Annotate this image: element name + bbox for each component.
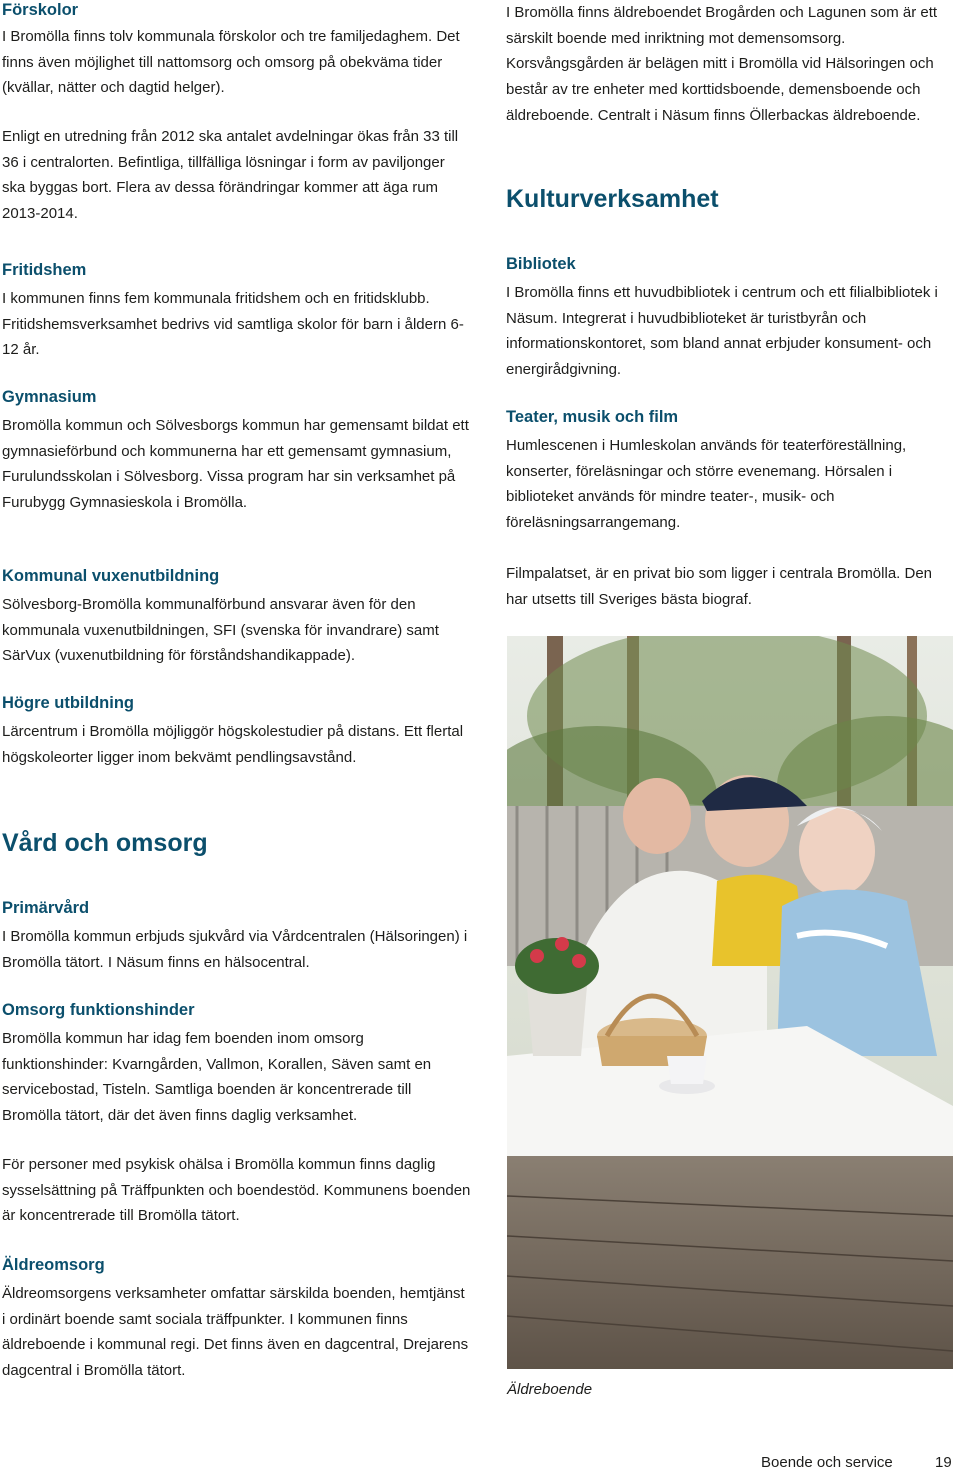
heading-forskolor: Förskolor: [2, 1, 79, 19]
section-funktionshinder-cont: [2, 1152, 472, 1229]
paragraph-vuxenutbildning: Sölvesborg-Bromölla kommunalförbund ansvarar även för den kommunala vuxenutbildningen, SFI (svenska för invandrare) samt SärVux (vuxenutbildning för förståndshandikappade).: [2, 596, 439, 665]
section-teater: [506, 407, 956, 536]
paragraph-bibliotek: I Bromölla finns ett huvudbibliotek i centrum och ett filialbibliotek i Näsum. Integrerat i huvudbiblioteket är turistbyrån och informationskontoret, som bland annat erbjuder konsument- och energirådgivning.: [506, 284, 938, 379]
heading-fritidshem: Fritidshem: [2, 261, 87, 279]
heading-aldreomsorg: Äldreomsorg: [2, 1256, 105, 1274]
heading-kulturverksamhet: Kulturverksamhet: [506, 185, 719, 213]
section-bibliotek: [506, 254, 956, 383]
paragraph-hogre-utbildning: Lärcentrum i Bromölla möjliggör högskolestudier på distans. Ett flertal högskoleorter ligger inom bekvämt pendlingsavstånd.: [2, 723, 464, 766]
paragraph-aldreboenden: I Bromölla finns äldreboendet Brogården och Lagunen som är ett särskilt boende med inriktning mot demensomsorg. Korsvångsgården är belägen mitt i Bromölla vid Hälsoringen och består av tre enheter med korttidsboende, demensboende och äldreboende. Centralt i Näsum finns Öllerbackas äldreboende.: [506, 4, 938, 124]
section-forskolor-cont: [2, 124, 472, 227]
photo-illustration: [507, 636, 953, 1369]
section-aldreomsorg: [2, 1255, 472, 1384]
photo-caption: Äldreboende: [507, 1381, 593, 1398]
paragraph-teater-2: Filmpalatset, är en privat bio som ligger i centrala Bromölla. Den har utsetts till Sveriges bästa biograf.: [506, 565, 933, 608]
section-forskolor: [2, 0, 472, 101]
section-omsorg-funktionshinder: [2, 1000, 472, 1129]
heading-omsorg-funktionshinder: Omsorg funktionshinder: [2, 1001, 195, 1019]
footer-section-title: Boende och service: [761, 1454, 893, 1471]
section-primarvard: [2, 898, 472, 975]
section-hogre-utbildning: [2, 693, 472, 770]
paragraph-funktionshinder-1: Bromölla kommun har idag fem boenden inom omsorg funktionshinder: Kvarngården, Vallmon, Korallen, Säven samt en servicebostad, Tisteln. Samtliga boenden är koncentrerade till Bromölla tätort, där det även finns daglig verksamhet.: [2, 1030, 432, 1125]
heading-vuxenutbildning: Kommunal vuxenutbildning: [2, 567, 220, 585]
section-filmpalatset: [506, 561, 956, 612]
heading-bibliotek: Bibliotek: [506, 255, 576, 273]
section-gymnasium: [2, 387, 472, 516]
page-number: 19: [935, 1454, 952, 1471]
paragraph-aldreomsorg: Äldreomsorgens verksamheter omfattar särskilda boenden, hemtjänst i ordinärt boende samt sociala träffpunkter. I kommunen finns äldreboende i kommunal regi. Det finns även en dagcentral, Drejarens dagcentral i Bromölla tätort.: [2, 1285, 469, 1380]
heading-vard-och-omsorg: Vård och omsorg: [2, 829, 208, 857]
paragraph-forskolor-1: I Bromölla finns tolv kommunala förskolor och tre familjedaghem. Det finns även möjlighet till nattomsorg och omsorg på obekväma tider (kvällar, nätter och dagtid helger).: [2, 28, 460, 97]
paragraph-fritidshem: I kommunen finns fem kommunala fritidshem och en fritidsklubb. Fritidshemsverksamhet bedrivs vid samtliga skolor för barn i åldern 6-12 år.: [2, 290, 464, 359]
photo-aldreboende: [507, 636, 953, 1369]
section-aldreboenden: [506, 0, 956, 129]
section-vard-och-omsorg: [2, 828, 472, 858]
heading-gymnasium: Gymnasium: [2, 388, 97, 406]
paragraph-forskolor-2: Enligt en utredning från 2012 ska antalet avdelningar ökas från 33 till 36 i centralorten. Befintliga, tillfälliga lösningar i form av paviljonger ska byggas bort. Flera av dessa förändringar kommer att äga rum 2013-2014.: [2, 128, 459, 223]
paragraph-gymnasium: Bromölla kommun och Sölvesborgs kommun har gemensamt bildat ett gymnasieförbund och kommunerna har ett gemensamt gymnasium, Furulundsskolan i Sölvesborg. Vissa program har sin verksamhet på Furubygg Gymnasieskola i Bromölla.: [2, 417, 469, 512]
section-vuxenutbildning: [2, 566, 472, 669]
paragraph-funktionshinder-2: För personer med psykisk ohälsa i Bromölla kommun finns daglig sysselsättning på Träffpunkten och boendestöd. Kommunens boenden är koncentrerade till Bromölla tätort.: [2, 1156, 471, 1225]
section-kulturverksamhet: [506, 184, 956, 214]
paragraph-teater-1: Humlescenen i Humleskolan används för teaterföreställning, konserter, föreläsningar och större evenemang. Hörsalen i biblioteket används för mindre teater-, musik- och föreläsningsarrangemang.: [506, 437, 907, 532]
heading-primarvard: Primärvård: [2, 899, 90, 917]
heading-teater: Teater, musik och film: [506, 408, 679, 426]
section-fritidshem: [2, 260, 472, 363]
heading-hogre-utbildning: Högre utbildning: [2, 694, 134, 712]
paragraph-primarvard: I Bromölla kommun erbjuds sjukvård via Vårdcentralen (Hälsoringen) i Bromölla tätort. I Näsum finns en hälsocentral.: [2, 928, 468, 971]
